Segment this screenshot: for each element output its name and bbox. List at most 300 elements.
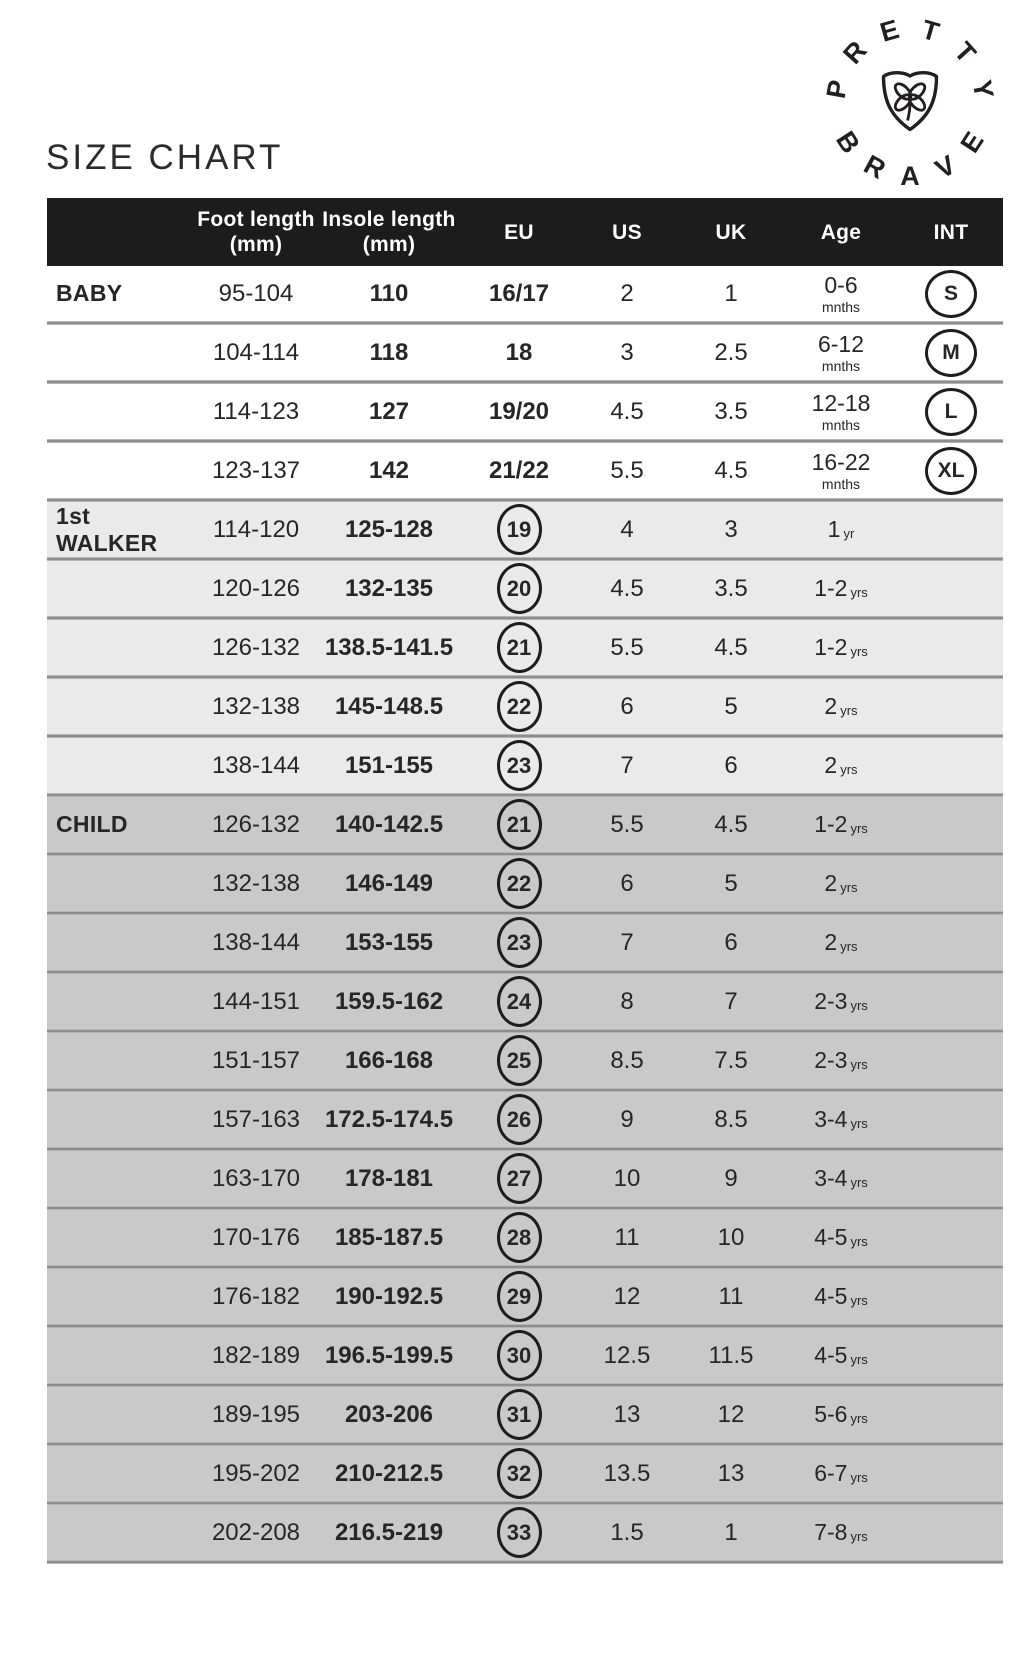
foot-length-cell [197,1047,315,1075]
us-size-value: 1.5 [610,1518,644,1546]
int-size-cell [899,388,1003,436]
us-size-value: 12.5 [603,1341,651,1369]
eu-size-cell [463,457,575,485]
uk-size-value: 5 [724,869,738,897]
uk-size-cell [679,693,783,721]
age-value-group [814,988,868,1015]
insole-length-value: 132-135 [344,574,434,602]
age-unit: yrs [850,1293,868,1308]
age-value-group [814,1519,868,1546]
logo-letter: V [930,149,961,185]
header-label: Insole length [322,208,456,231]
logo-letter: P [820,77,854,101]
uk-size-cell [679,870,783,898]
uk-size-value: 3 [724,515,738,543]
age-value-group [814,1401,868,1428]
age-unit: yrs [840,703,858,718]
age-value: 4-5 [814,1342,848,1368]
table-header-row [47,198,1003,266]
foot-length-value: 170-176 [211,1223,301,1251]
foot-length-cell [197,1224,315,1252]
uk-size-cell [679,1106,783,1134]
eu-size-circle: 23 [497,740,542,791]
age-unit: mnths [821,298,861,315]
eu-size-circle: 33 [497,1507,542,1558]
age-cell [783,929,899,956]
us-size-cell [575,575,679,603]
age-cell [783,389,899,433]
header-label: Foot length [197,208,315,231]
header-label: UK [715,220,747,244]
eu-size-cell [463,1153,575,1204]
age-cell [783,1519,899,1546]
uk-size-value: 2.5 [714,338,748,366]
age-value: 3-4 [814,1106,848,1132]
table-row [47,797,1003,852]
table-row [47,561,1003,616]
age-unit: mnths [821,475,861,492]
age-cell [783,693,899,720]
age-value: 3-4 [814,1165,848,1191]
age-unit: yrs [850,1057,868,1072]
insole-length-cell [315,1165,463,1193]
us-size-value: 8 [620,987,634,1015]
age-unit: yrs [840,939,858,954]
header-foot-length [197,207,315,257]
insole-length-cell [315,1283,463,1311]
age-cell [783,1460,899,1487]
table-row [47,856,1003,911]
us-size-value: 6 [620,692,634,720]
age-value-group [811,448,871,492]
foot-length-value: 123-137 [211,456,301,484]
header-uk [679,220,783,245]
insole-length-value: 190-192.5 [334,1282,444,1310]
table-bottom-divider [47,1560,1003,1564]
uk-size-cell [679,1047,783,1075]
age-value: 2-3 [814,988,848,1014]
eu-size-value: 16/17 [488,279,550,307]
uk-size-cell [679,575,783,603]
foot-length-value: 144-151 [211,987,301,1015]
logo-letter: R [858,149,891,185]
insole-length-cell [315,1342,463,1370]
logo-letter: T [918,14,943,48]
logo-letter: A [900,161,920,191]
age-value: 16-22 [811,448,871,475]
uk-size-cell [679,988,783,1016]
eu-size-cell [463,339,575,367]
age-cell [783,516,899,543]
age-value: 12-18 [811,389,871,416]
uk-size-value: 7.5 [714,1046,748,1074]
us-size-value: 5.5 [610,456,644,484]
us-size-value: 13 [613,1400,641,1428]
eu-size-value: 21/22 [488,456,550,484]
table-row [47,1328,1003,1383]
us-size-value: 5.5 [610,633,644,661]
insole-length-cell [315,1047,463,1075]
age-value-group [814,575,868,602]
table-row [47,679,1003,734]
int-size-cell [899,270,1003,318]
us-size-value: 3 [620,338,634,366]
eu-size-cell [463,1330,575,1381]
uk-size-cell [679,1342,783,1370]
uk-size-value: 4.5 [714,633,748,661]
us-size-cell [575,693,679,721]
foot-length-value: 95-104 [218,279,294,307]
insole-length-cell [315,929,463,957]
age-value: 2 [824,929,838,955]
eu-size-circle: 30 [497,1330,542,1381]
header-int [899,220,1003,245]
age-value: 1 [827,516,841,542]
us-size-value: 7 [620,751,634,779]
eu-size-cell [463,504,575,555]
age-value: 1-2 [814,575,848,601]
uk-size-value: 12 [717,1400,745,1428]
int-size-circle: S [925,270,977,318]
foot-length-value: 195-202 [211,1459,301,1487]
uk-size-value: 6 [724,751,738,779]
foot-length-cell [197,339,315,367]
us-size-cell [575,339,679,367]
uk-size-cell [679,1519,783,1547]
uk-size-value: 10 [717,1223,745,1251]
age-cell [783,1047,899,1074]
age-value-group [814,1224,868,1251]
foot-length-value: 202-208 [211,1518,301,1546]
us-size-value: 8.5 [610,1046,644,1074]
eu-size-circle: 21 [497,622,542,673]
header-age [783,220,899,245]
uk-size-cell [679,1460,783,1488]
age-cell [783,1283,899,1310]
foot-length-cell [197,634,315,662]
age-cell [783,634,899,661]
eu-size-circle: 31 [497,1389,542,1440]
age-value-group [814,1047,868,1074]
us-size-cell [575,811,679,839]
eu-size-cell [463,1212,575,1263]
uk-size-cell [679,339,783,367]
age-unit: yrs [850,1529,868,1544]
category-cell [47,280,197,307]
foot-length-cell [197,752,315,780]
category-cell [47,811,197,838]
insole-length-value: 140-142.5 [334,810,444,838]
foot-length-value: 176-182 [211,1282,301,1310]
uk-size-cell [679,1224,783,1252]
insole-length-value: 178-181 [344,1164,434,1192]
us-size-cell [575,1460,679,1488]
foot-length-cell [197,280,315,308]
age-unit: yrs [850,1234,868,1249]
table-row [47,266,1003,321]
table-row [47,1446,1003,1501]
insole-length-value: 216.5-219 [334,1518,444,1546]
insole-length-cell [315,1106,463,1134]
insole-length-cell [315,634,463,662]
age-unit: yrs [850,1116,868,1131]
brand-logo [806,0,1014,206]
foot-length-cell [197,1283,315,1311]
foot-length-cell [197,1401,315,1429]
uk-size-value: 5 [724,692,738,720]
foot-length-cell [197,929,315,957]
age-cell [783,448,899,492]
age-unit: yrs [840,880,858,895]
insole-length-cell [315,988,463,1016]
eu-size-cell [463,681,575,732]
foot-length-cell [197,1519,315,1547]
age-value-group [814,811,868,838]
insole-length-value: 125-128 [344,515,434,543]
age-cell [783,575,899,602]
foot-length-cell [197,1342,315,1370]
insole-length-value: 172.5-174.5 [324,1105,454,1133]
insole-length-value: 166-168 [344,1046,434,1074]
age-value-group [814,1106,868,1133]
insole-length-value: 196.5-199.5 [324,1341,454,1369]
category-label: BABY [56,280,123,306]
uk-size-value: 1 [724,1518,738,1546]
us-size-value: 13.5 [603,1459,651,1487]
table-row [47,738,1003,793]
age-value-group [824,693,857,720]
logo-clover-icon [893,81,928,120]
insole-length-cell [315,870,463,898]
insole-length-value: 210-212.5 [334,1459,444,1487]
eu-size-circle: 28 [497,1212,542,1263]
us-size-cell [575,1165,679,1193]
us-size-cell [575,870,679,898]
table-row [47,1033,1003,1088]
eu-size-cell [463,1094,575,1145]
header-label: EU [504,220,534,244]
insole-length-value: 138.5-141.5 [324,633,454,661]
us-size-value: 6 [620,869,634,897]
foot-length-cell [197,811,315,839]
age-value-group [824,752,857,779]
eu-size-cell [463,1035,575,1086]
insole-length-value: 203-206 [344,1400,434,1428]
eu-size-circle: 27 [497,1153,542,1204]
header-sublabel: (mm) [362,233,416,256]
uk-size-value: 3.5 [714,574,748,602]
int-size-circle: L [925,388,977,436]
eu-size-circle: 22 [497,681,542,732]
foot-length-value: 163-170 [211,1164,301,1192]
insole-length-cell [315,516,463,544]
age-unit: mnths [821,416,861,433]
uk-size-cell [679,811,783,839]
age-value: 2 [824,752,838,778]
size-chart-table [47,198,1003,1564]
logo-letter: Y [966,77,1000,101]
logo-letter: E [876,13,903,48]
age-value: 1-2 [814,634,848,660]
foot-length-cell [197,1460,315,1488]
age-unit: yrs [850,644,868,659]
insole-length-cell [315,1519,463,1547]
us-size-value: 7 [620,928,634,956]
foot-length-value: 138-144 [211,928,301,956]
age-cell [783,1106,899,1133]
age-cell [783,271,899,315]
us-size-value: 10 [613,1164,641,1192]
insole-length-value: 145-148.5 [334,692,444,720]
us-size-cell [575,1519,679,1547]
uk-size-value: 9 [724,1164,738,1192]
insole-length-cell [315,575,463,603]
foot-length-cell [197,398,315,426]
eu-size-cell [463,740,575,791]
uk-size-value: 4.5 [714,456,748,484]
uk-size-value: 11 [718,1282,744,1310]
int-size-cell [899,329,1003,377]
insole-length-value: 110 [369,279,409,307]
int-size-cell [899,447,1003,495]
age-value-group [814,1342,868,1369]
us-size-cell [575,1224,679,1252]
eu-size-circle: 25 [497,1035,542,1086]
us-size-cell [575,1342,679,1370]
uk-size-value: 11.5 [708,1341,754,1369]
eu-size-circle: 22 [497,858,542,909]
age-cell [783,1224,899,1251]
header-label: INT [933,220,969,244]
insole-length-value: 142 [368,456,410,484]
insole-length-cell [315,457,463,485]
logo-top-text [821,14,999,101]
age-cell [783,811,899,838]
insole-length-value: 127 [368,397,410,425]
age-value-group [824,929,857,956]
logo-letter: R [837,35,873,70]
eu-size-circle: 21 [497,799,542,850]
us-size-value: 2 [620,279,634,307]
age-value: 4-5 [814,1224,848,1250]
insole-length-value: 185-187.5 [334,1223,444,1251]
us-size-cell [575,752,679,780]
foot-length-cell [197,988,315,1016]
eu-size-circle: 26 [497,1094,542,1145]
foot-length-value: 157-163 [211,1105,301,1133]
uk-size-value: 1 [724,279,738,307]
age-value-group [828,516,855,543]
eu-size-cell [463,398,575,426]
us-size-cell [575,1283,679,1311]
eu-size-value: 19/20 [488,397,550,425]
insole-length-value: 159.5-162 [334,987,444,1015]
table-row [47,1269,1003,1324]
age-value-group [814,634,868,661]
insole-length-value: 146-149 [344,869,434,897]
age-unit: yrs [850,1411,868,1426]
age-value: 2 [824,693,838,719]
age-value: 2 [824,870,838,896]
age-cell [783,1342,899,1369]
age-value: 4-5 [814,1283,848,1309]
foot-length-value: 126-132 [211,810,301,838]
us-size-cell [575,398,679,426]
table-body [47,266,1003,1564]
age-value: 5-6 [814,1401,848,1427]
age-unit: yrs [850,585,868,600]
header-insole-length [315,207,463,257]
foot-length-value: 126-132 [211,633,301,661]
age-cell [783,870,899,897]
eu-size-cell [463,1507,575,1558]
age-value-group [814,1460,868,1487]
eu-size-circle: 24 [497,976,542,1027]
eu-size-circle: 19 [497,504,542,555]
age-value: 1-2 [814,811,848,837]
us-size-cell [575,988,679,1016]
age-value: 6-7 [814,1460,848,1486]
foot-length-value: 132-138 [211,869,301,897]
age-unit: mnths [821,357,861,374]
age-cell [783,1165,899,1192]
uk-size-value: 7 [724,987,738,1015]
table-row [47,620,1003,675]
us-size-value: 12 [613,1282,641,1310]
age-unit: yrs [850,1470,868,1485]
eu-size-circle: 29 [497,1271,542,1322]
int-size-circle: M [925,329,977,377]
us-size-value: 5.5 [610,810,644,838]
foot-length-value: 182-189 [211,1341,301,1369]
logo-letter: E [954,126,990,159]
logo-letter: T [948,36,982,69]
foot-length-value: 151-157 [211,1046,301,1074]
uk-size-cell [679,398,783,426]
foot-length-value: 114-120 [212,515,300,543]
table-row [47,1210,1003,1265]
table-row [47,502,1003,557]
table-row [47,1151,1003,1206]
us-size-cell [575,1401,679,1429]
foot-length-value: 120-126 [211,574,301,602]
eu-size-circle: 23 [497,917,542,968]
us-size-cell [575,634,679,662]
table-row [47,325,1003,380]
eu-size-cell [463,280,575,308]
foot-length-cell [197,575,315,603]
uk-size-cell [679,634,783,662]
age-value: 7-8 [814,1519,848,1545]
age-cell [783,330,899,374]
foot-length-cell [197,1106,315,1134]
header-label: US [612,220,642,244]
us-size-cell [575,280,679,308]
header-sublabel: (mm) [229,233,283,256]
us-size-value: 9 [620,1105,634,1133]
uk-size-cell [679,457,783,485]
age-unit: yrs [850,998,868,1013]
age-value-group [821,271,861,315]
insole-length-value: 153-155 [344,928,434,956]
uk-size-cell [679,280,783,308]
insole-length-value: 118 [369,338,409,366]
us-size-value: 4.5 [610,397,644,425]
header-eu [463,220,575,245]
age-unit: yrs [850,1352,868,1367]
table-row [47,1505,1003,1560]
page-title: SIZE CHART [46,138,284,177]
